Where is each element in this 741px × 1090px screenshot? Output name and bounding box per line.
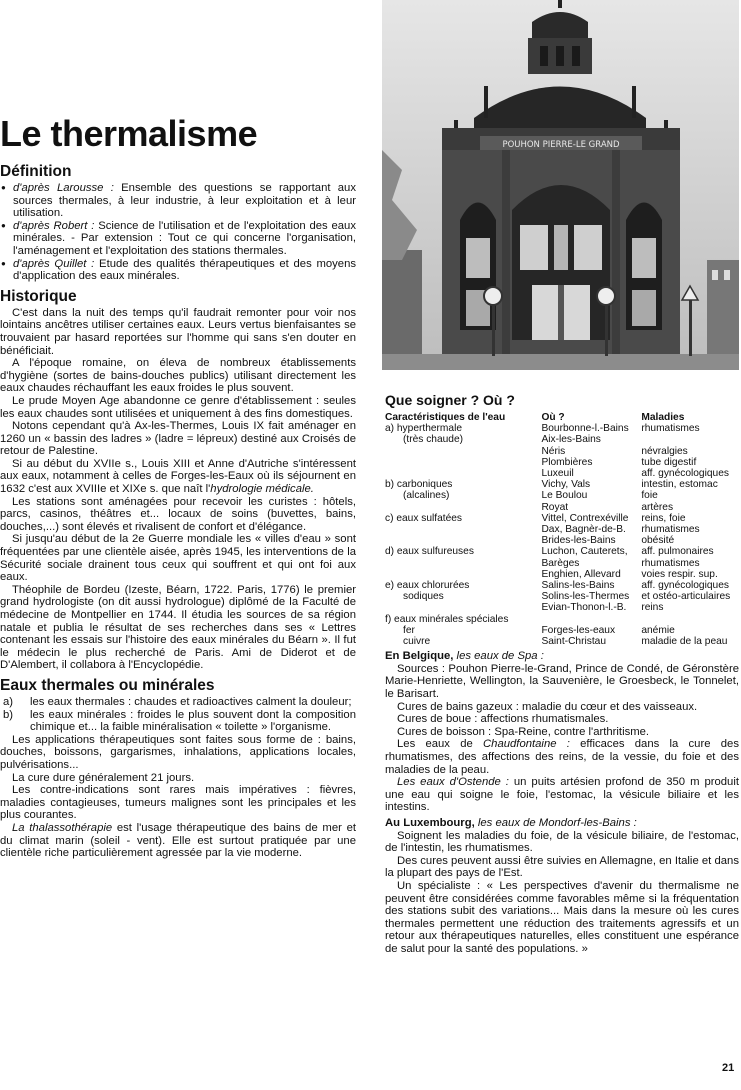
historique-heading: Historique [0, 287, 77, 305]
cell-lieu: Evian-Thonon-l.-B. [541, 602, 627, 614]
photo-sign-text: POUHON PIERRE-LE GRAND [502, 140, 620, 150]
table-row [385, 490, 739, 501]
table-row [385, 446, 739, 457]
belgique-lead: En Belgique, les eaux de Spa : [385, 650, 544, 663]
left-column [0, 112, 356, 860]
table-row [385, 535, 739, 546]
cell-caracteristique [385, 457, 541, 468]
table-row [385, 546, 739, 557]
table-row [385, 569, 739, 580]
cell-caracteristique: a) hyperthermale [385, 423, 463, 435]
historique-paragraph: Si jusqu'au début de la 2e Guerre mondiale les « villes d'eau » sont fréquentées par une clientèle aisée, après 1945, les interventions de la Sécurité sociale drainent tous ceux qui souffrent et qui ont foi aux eaux. [0, 533, 356, 584]
cell-maladie: maladie de la peau [641, 636, 728, 648]
cell-maladie [641, 434, 739, 445]
eaux-paragraph: La cure dure généralement 21 jours. [12, 771, 195, 784]
page-title: Le thermalisme [0, 113, 258, 154]
photo-illustration [382, 0, 739, 370]
eaux-item: b) les eaux minérales : froides le plus souvent dont la composition chimique et... la faible minéralisation « toilette » l'organisme. [3, 708, 356, 734]
cell-caracteristique [385, 468, 541, 479]
luxembourg-lead: Au Luxembourg, les eaux de Mondorf-les-Bains : [385, 816, 637, 829]
cell-caracteristique [385, 524, 541, 535]
table-header-row [385, 412, 739, 423]
cell-caracteristique: e) eaux chlorurées [385, 580, 470, 592]
cell-caracteristique: cuivre [403, 636, 431, 648]
belgique-paragraph: Cures de boue : affections rhumatismales. [397, 713, 609, 726]
cell-caracteristique [385, 535, 541, 546]
table-row [385, 591, 739, 602]
table-row [385, 625, 739, 636]
cell-maladie: aff. gynécologiques [641, 580, 729, 592]
cell-maladie [641, 614, 739, 625]
cell-caracteristique: c) eaux sulfatées [385, 512, 463, 524]
cell-maladie: rhumatismes [641, 557, 700, 569]
cell-maladie: reins, foie [641, 512, 686, 524]
definition-list [0, 182, 356, 283]
cell-maladie: névralgies [641, 445, 688, 457]
cell-lieu: Barèges [541, 557, 580, 569]
cell-maladie: artères [641, 501, 674, 513]
eaux-list [0, 696, 356, 734]
cell-caracteristique [385, 558, 541, 569]
cell-lieu: Saint-Christau [541, 636, 607, 648]
eaux-item: a) les eaux thermales : chaudes et radioactives calment la douleur; [3, 695, 352, 708]
cell-maladie: voies respir. sup. [641, 568, 718, 580]
luxembourg-paragraph: Soignent les maladies du foie, de la vésicule biliaire, de l'estomac, de l'intestin, les rhumatismes. [385, 829, 739, 855]
cell-lieu: Salins-les-Bains [541, 580, 615, 592]
table-row [385, 558, 739, 569]
cell-lieu: Royat [541, 501, 569, 513]
table-row [385, 468, 739, 479]
table-row [385, 524, 739, 535]
cell-caracteristique: d) eaux sulfureuses [385, 546, 474, 558]
table-row [385, 423, 739, 434]
historique-paragraph: C'est dans la nuit des temps qu'il faudrait remonter pour voir nos lointains ancêtres utiliser certaines eaux. Leurs vertus bienfaisantes se trouvaient par hasard reportées sur l'homme qui sans s'en douter en bénéficiait. [0, 306, 356, 357]
photo-pouhon-pierre-le-grand [382, 0, 739, 370]
historique-paragraph: Le prude Moyen Age abandonne ce genre d'établissement : seules les eaux chaudes sont utilisées et uniquement à des fins domestiques. [0, 394, 356, 420]
table-row [385, 513, 739, 524]
cell-lieu: Brides-les-Bains [541, 535, 616, 547]
cell-maladie: aff. pulmonaires [641, 546, 714, 558]
cell-lieu: Luchon, Cauterets, [541, 546, 628, 558]
cell-caracteristique: sodiques [403, 591, 444, 603]
luxembourg-paragraph: Un spécialiste : « Les perspectives d'avenir du thermalisme ne peuvent être considérées comme favorables même si la fréquentation des stations subit des variations... Mais dans la mesure où les cures thermales permettent une réduction des traitements agressifs et un retour aux thérapeutiques naturelles, elles constituent une espérance de salut pour la santé des populations. » [385, 879, 739, 955]
cell-caracteristique [385, 446, 541, 457]
cell-maladie: anémie [641, 624, 675, 636]
page-number: 21 [722, 1062, 735, 1074]
cell-lieu: Bourbonne-l.-Bains [541, 423, 629, 435]
cell-lieu: Le Boulou [541, 490, 588, 502]
cell-caracteristique [385, 502, 541, 513]
cell-lieu: Luxeuil [541, 468, 574, 480]
historique-paragraph: Notons cependant qu'à Ax-les-Thermes, Louis IX fait aménager en 1260 un « bassin des ladres » (ladre = lépreux) destiné aux Croisés de retour de Palestine. [0, 420, 356, 458]
historique-paragraph: Théophile de Bordeu (Izeste, Béarn, 1722. Paris, 1776) le premier grand hydrologiste (on dit aussi hydrologue) diplômé de la Faculté de médecine de Montpellier en 1744. Il étudia les sources de sa région natale et publia le résultat de ses recherches dans ses « Lettres contenant les essais sur l'histoire des eaux minérales du Béarn ». Il fut le médecin le plus recherché de Paris. Ami de Diderot et de D'Alembert, il collabora à l'Encyclopédie. [0, 583, 356, 672]
cell-caracteristique: (alcalines) [403, 490, 450, 502]
cell-maladie: intestin, estomac [641, 479, 718, 491]
belgique-paragraph: Les eaux d'Ostende : un puits artésien profond de 350 m produit une eau qui soigne le foie, l'estomac, la vésicule biliaire et les intestins. [385, 776, 739, 814]
cell-caracteristique: b) carboniques [385, 479, 453, 491]
definition-heading: Définition [0, 163, 72, 180]
cell-maladie: rhumatismes [641, 524, 700, 536]
cell-maladie: obésité [641, 535, 675, 547]
cell-maladie: rhumatismes [641, 423, 700, 435]
cell-lieu: Vittel, Contrexéville [541, 512, 629, 524]
definition-item-robert: ● d'après Robert : Science de l'utilisation et de l'exploitation des eaux minérales. - Par extension : Tout ce qui concerne l'organisation, l'aménagement et l'exploitation des stations thermales. [0, 220, 356, 258]
eaux-heading: Eaux thermales ou minérales [0, 676, 215, 694]
cell-lieu: Enghien, Allevard [541, 568, 621, 580]
column-header-ou: Où ? [541, 412, 565, 423]
table-row [385, 636, 739, 647]
cell-lieu [541, 614, 641, 625]
table-row [385, 502, 739, 513]
belgique-paragraph: Sources : Pouhon Pierre-le-Grand, Prince de Condé, de Géronstère Marie-Henriette, Wellington, la Sauvenière, le Groesbeck, le Tonnelet, le Barisart. [385, 662, 739, 701]
cell-maladie: et ostéo-articulaires [641, 591, 731, 603]
cell-maladie: reins [641, 602, 664, 614]
eaux-paragraph: Les contre-indications sont rares mais impératives : fièvres, maladies contagieuses, tumeurs malignes sont les principales et les plus courantes. [0, 784, 356, 822]
belgique-paragraph: Les eaux de Chaudfontaine : efficaces dans la cure des rhumatismes, des affections des reins, de la vessie, du foie et des maladies de la peau. [385, 738, 739, 776]
definition-item-quillet: ● d'après Quillet : Etude des qualités thérapeutiques et des moyens d'application des eaux minérales. [0, 258, 356, 283]
luxembourg-paragraph: Des cures peuvent aussi être suivies en Allemagne, en Italie et dans la plupart des pays de l'Est. [385, 854, 739, 880]
cell-maladie: foie [641, 490, 658, 502]
table-row [385, 479, 739, 490]
cell-lieu: Néris [541, 445, 566, 457]
cell-lieu: Dax, Bagnèr-de-B. [541, 524, 626, 536]
cell-caracteristique: (très chaude) [403, 434, 464, 446]
eaux-paragraph: La thalassothérapie est l'usage thérapeutique des bains de mer et du climat marin (soleil - vent). Elle est surtout pratiquée par une clientèle riche particulièrement agressée par la vie moderne. [0, 821, 356, 860]
cell-maladie: tube digestif [641, 456, 697, 468]
belgique-paragraph: Cures de bains gazeux : maladie du cœur et des vaisseaux. [397, 700, 698, 713]
historique-paragraph: Les stations sont aménagées pour recevoir les curistes : hôtels, parcs, casinos, théâtres et... locaux de soins (buvettes, bains, douches,...) sont élevés et rivalisent de confort et d'élégance. [0, 495, 356, 533]
belgique-paragraph: Cures de boisson : Spa-Reine, contre l'arthritisme. [397, 725, 650, 738]
historique-paragraph: A l'époque romaine, on éleva de nombreux établissements d'hygiène (sortes de bains-douches publics) utilisant directement les eaux chaudes réchauffant les eaux froides le plus souvent. [0, 357, 356, 395]
cures-table-body [385, 423, 739, 647]
cell-lieu: Solins-les-Thermes [541, 591, 630, 603]
table-heading: Que soigner ? Où ? [385, 392, 515, 408]
table-row [385, 602, 739, 613]
table-row [385, 457, 739, 468]
column-header-caracteristiques: Caractéristiques de l'eau [385, 412, 506, 423]
cures-table [385, 412, 739, 647]
cell-caracteristique [385, 569, 541, 580]
cell-caracteristique [385, 602, 541, 613]
cell-lieu: Vichy, Vals [541, 479, 591, 491]
definition-item-larousse: ● d'après Larousse : Ensemble des questions se rapportant aux sources thermales, à leur industrie, à leur exploitation et à leur utilisation. [0, 182, 356, 220]
column-header-maladies: Maladies [641, 412, 685, 423]
table-row [385, 614, 739, 625]
cell-maladie: aff. gynécologiques [641, 468, 729, 480]
cell-lieu: Forges-les-eaux [541, 624, 616, 636]
cell-lieu: Plombières [541, 456, 593, 468]
table-row [385, 580, 739, 591]
cell-caracteristique: fer [403, 624, 415, 636]
cell-caracteristique: f) eaux minérales spéciales [385, 613, 509, 625]
table-row [385, 434, 739, 445]
right-column [385, 392, 739, 956]
eaux-paragraph: Les applications thérapeutiques sont faites sous forme de : bains, douches, boissons, gargarismes, inhalations, applications locales, pulvérisations... [0, 733, 356, 771]
cell-lieu: Aix-les-Bains [541, 434, 601, 446]
historique-paragraph: Si au début du XVIIe s., Louis XIII et Anne d'Autriche s'intéressent aux eaux, notamment à celles de Forges-les-Eaux où ils séjournent en 1632 c'est aux XVIIIe et XIXe s. que naît l'hydrologie médicale. [0, 457, 356, 496]
